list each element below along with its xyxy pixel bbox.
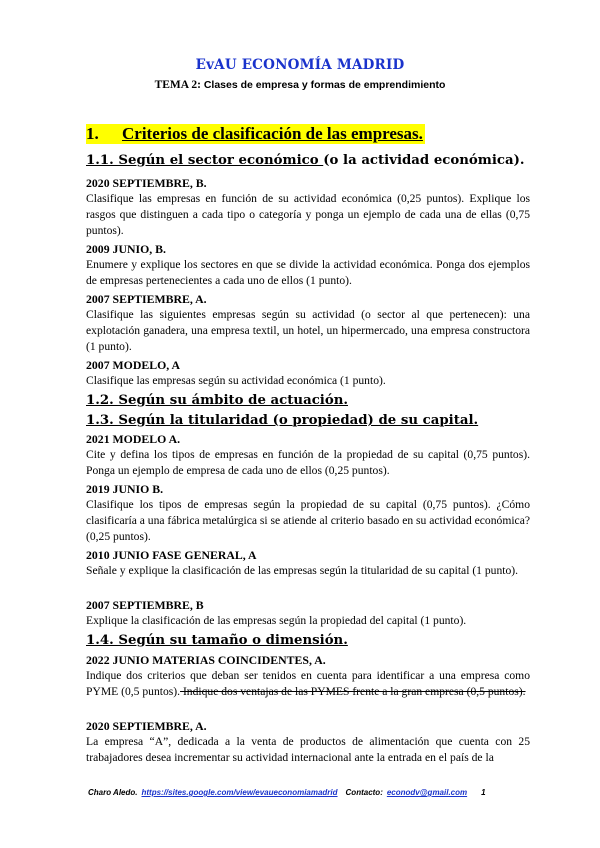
- page-number: 1: [481, 788, 486, 797]
- section-number: 1.: [86, 124, 99, 143]
- footer-email-link[interactable]: econodv@gmail.com: [386, 788, 468, 797]
- subsection-heading-1-3: 1.3. Según la titularidad (o propiedad) de su capital.: [86, 413, 479, 428]
- subsection-heading-1-1: [86, 153, 525, 168]
- question-text: Clasifique las empresas según su actividad económica (1 punto).: [86, 374, 386, 387]
- section-title: Criterios de clasificación de las empresas.: [122, 124, 423, 143]
- exam-reference: 2021 MODELO A.: [86, 432, 181, 446]
- question-text-struck: Indique dos ventajas de las PYMES frente a la gran empresa (0,5 puntos).: [180, 685, 526, 699]
- question-text: Cite y defina los tipos de empresas en función de la propiedad de su capital (0,75 puntos). Ponga un ejemplo de empresa de cada uno de ellos (0,25 puntos).: [86, 448, 530, 478]
- exam-reference: 2007 SEPTIEMBRE, A.: [86, 292, 207, 306]
- page-title: EvAU ECONOMÍA MADRID: [195, 57, 405, 73]
- subtitle-topic-label: TEMA 2:: [154, 79, 201, 91]
- question-text: Clasifique los tipos de empresas según la propiedad de su capital (0,75 puntos). ¿Cómo clasificaría a una fábrica metalúrgica si se atiende al criterio basado en su actividad económica? (0,25 puntos).: [86, 498, 530, 544]
- exam-reference: 2007 SEPTIEMBRE, B: [86, 598, 204, 612]
- question-text: Enumere y explique los sectores en que se divide la actividad económica. Ponga dos ejemplos de empresas pertenecientes a cada uno de ellos (1 punto).: [86, 258, 530, 288]
- exam-reference: 2010 JUNIO FASE GENERAL, A: [86, 548, 257, 562]
- exam-reference: 2019 JUNIO B.: [86, 482, 164, 496]
- subsection-title-underlined: 1.1. Según el sector económico: [86, 153, 324, 168]
- question-text: Explique la clasificación de las empresas según la propiedad del capital (1 punto).: [86, 614, 467, 627]
- page-footer: [88, 788, 486, 797]
- question-text-main: Indique dos criterios que deban ser tenidos en cuenta para identificar a una empresa como PYME (0,5 puntos).: [86, 669, 530, 699]
- exam-reference: 2022 JUNIO MATERIAS COINCIDENTES, A.: [86, 653, 326, 667]
- subsection-heading-1-2: 1.2. Según su ámbito de actuación.: [86, 393, 349, 408]
- footer-contact-label: Contacto:: [345, 788, 383, 797]
- exam-reference: 2020 SEPTIEMBRE, A.: [86, 719, 207, 733]
- subsection-title-rest: (o la actividad económica).: [323, 153, 525, 168]
- question-text: Clasifique las siguientes empresas según su actividad (o sector al que pertenecen): una explotación ganadera, una empresa textil, un hotel, un hipermercado, una empresa constructora (1 punto).: [86, 308, 530, 354]
- subsection-heading-1-4: 1.4. Según su tamaño o dimensión.: [86, 633, 348, 648]
- question-text: La empresa “A”, dedicada a la venta de productos de alimentación que cuenta con 25 trabajadores desea incrementar su actividad internacional ante la entrada en el país de la: [86, 735, 530, 765]
- footer-author: Charo Aledo.: [88, 788, 138, 797]
- question-text: Clasifique las empresas en función de su actividad económica (0,25 puntos). Explique los rasgos que distinguen a cada tipo o categoría y ponga un ejemplo de cada una de ellas (0,75 puntos).: [86, 192, 530, 238]
- exam-reference: 2009 JUNIO, B.: [86, 242, 166, 256]
- exam-reference: 2020 SEPTIEMBRE, B.: [86, 176, 207, 190]
- footer-website-link[interactable]: https://sites.google.com/view/evaueconomiamadrid: [141, 788, 338, 797]
- exam-reference: 2007 MODELO, A: [86, 358, 181, 372]
- subtitle-topic-name: Clases de empresa y formas de emprendimiento: [200, 79, 446, 91]
- question-text: Señale y explique la clasificación de las empresas según la titularidad de su capital (1 punto).: [86, 564, 519, 577]
- page-subtitle: [0, 79, 600, 91]
- section-heading: [86, 124, 425, 144]
- question-text: [86, 668, 530, 700]
